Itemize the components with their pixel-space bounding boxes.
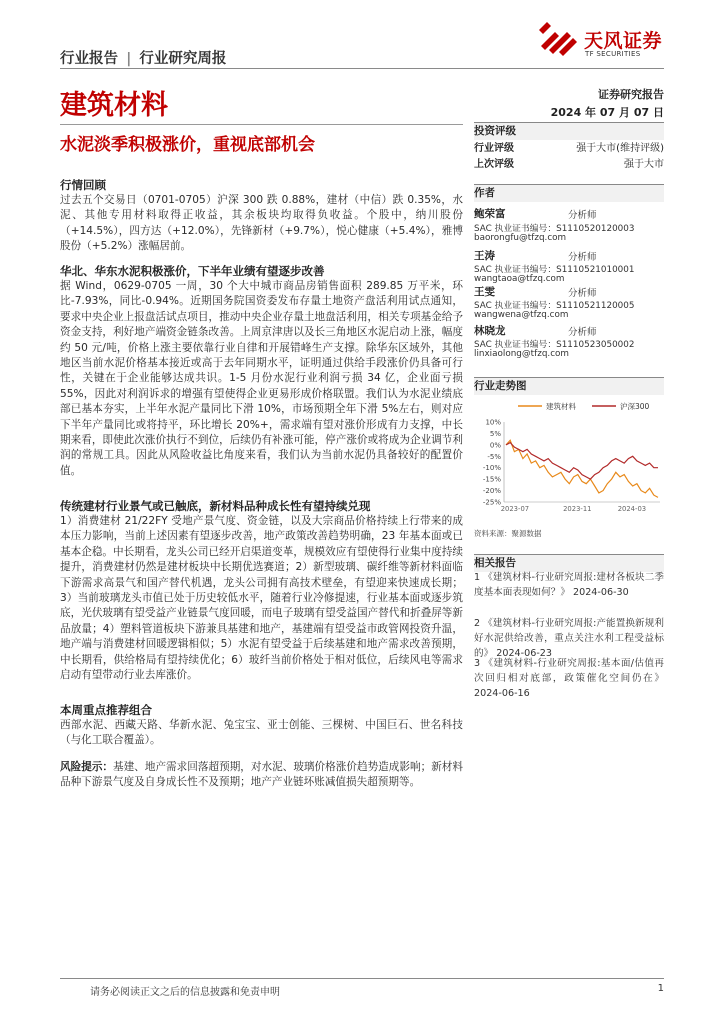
section-heading-review: 行情回顾 bbox=[60, 178, 106, 192]
section-heading-cement: 华北、华东水泥积极涨价，下半年业绩有望逐步改善 bbox=[60, 264, 325, 278]
x-tick-label: 2024-03 bbox=[617, 505, 647, 513]
section-body-cement: 据 Wind，0629-0705 一周，30 个大中城市商品房销售面积 289.85 万平米，环比-7.93%，同比-0.94%。近期国务院国资委发布存量土地资产盘活利用试点通知，要求中央企业上报盘活试点项目，推动中央企业存量土地盘活利用，相关专项基金给予资金支持，利好地产端资金链条改善。上周京津唐以及长三角地区水泥启动上涨，幅度约 50 元/吨，价格上涨主要依靠行业自律和开展错峰生产支撑。除华东区域外，其他地区当前水泥价格基本接近或高于去年同期水平，证明通过供给手段涨价仍具备可行性，关键在于企业能够达成共识。1-5 月份水泥行业利润亏损 34 亿，企业面亏损 55%，因此对利润诉求的增强有望使得企业更易形成价格联盟。我们认为水泥业绩底部已基本夯实，上半年水泥产量同比下滑 10%，市场预期全年下滑 5%左右，则对应下半年产量同比或将持平，环比增长 20%+，需求端有望对涨价形成有力支撑，中长期来看，即使此次涨价执行不到位，后续仍有补涨可能，停产涨价或将成为企业调节利润的常规工具。因此从风险收益比角度来看，我们认为当前水泥仍具备较好的配置价值。 bbox=[60, 280, 463, 477]
y-tick-label: -20% bbox=[482, 487, 501, 496]
author-email[interactable]: linxiaolong@tfzq.com bbox=[474, 349, 570, 359]
series-line bbox=[506, 440, 658, 497]
authors-section-heading: 作者 bbox=[474, 184, 664, 202]
author-email[interactable]: wangtaoa@tfzq.com bbox=[474, 274, 565, 284]
related-report-item[interactable]: 3 《建筑材料-行业研究周报:基本面/估值再次回归相对底部，政策催化空间仍在》 2024-06-16 bbox=[474, 658, 664, 700]
risk-heading: 风险提示： bbox=[60, 761, 114, 773]
author-cert: SAC 执业证书编号：S1110523050002 bbox=[474, 340, 635, 350]
y-tick-label: -15% bbox=[482, 475, 501, 484]
chart-source: 资料来源：聚源数据 bbox=[474, 529, 542, 538]
legend-label: 建筑材料 bbox=[546, 402, 576, 411]
author-role: 分析师 bbox=[568, 252, 597, 263]
y-tick-label: 5% bbox=[489, 429, 501, 438]
author-name: 鲍荣富 bbox=[474, 208, 506, 220]
report-date: 2024 年 07 月 07 日 bbox=[550, 106, 664, 119]
brand-english: TF SECURITIES bbox=[585, 50, 641, 58]
section-body-review: 过去五个交易日（0701-0705）沪深 300 跌 0.88%，建材（中信）跌 0.35%，水泥、其他专用材料取得正收益，其余板块均取得负收益。个股中，纳川股份（+14.5%），四方达（+12.0%），先锋新材（+9.7%），悦心健康（+5.4%），雅博股份（+5.2%）涨幅居前。 bbox=[60, 194, 463, 253]
author-cert: SAC 执业证书编号：S1110520120003 bbox=[474, 224, 635, 234]
y-tick-label: 0% bbox=[489, 441, 501, 450]
y-tick-label: -10% bbox=[482, 464, 501, 473]
author-name: 林晓龙 bbox=[474, 325, 506, 337]
rating-row-industry: 行业评级 强于大市(维持评级) bbox=[474, 143, 664, 154]
rating-row-previous: 上次评级 强于大市 bbox=[474, 159, 664, 170]
section-body-picks: 西部水泥、西藏天路、华新水泥、兔宝宝、亚士创能、三棵树、中国巨石、世名科技（与化工联合覆盖）。 bbox=[60, 719, 463, 747]
y-tick-label: 10% bbox=[485, 418, 501, 427]
author-role: 分析师 bbox=[568, 210, 597, 221]
related-report-item[interactable]: 1 《建筑材料-行业研究周报:建材各板块二季度基本面表现如何？》 2024-06-30 bbox=[474, 572, 664, 599]
author-role: 分析师 bbox=[568, 327, 597, 338]
related-report-item[interactable]: 2 《建筑材料-行业研究周报:产能置换新规利好水泥供给改善，重点关注水利工程受益标的》 2024-06-23 bbox=[474, 618, 664, 660]
header-divider bbox=[60, 68, 664, 69]
section-body-materials: 1）消费建材 21/22FY 受地产景气度、资金链，以及大宗商品价格持续上行带来的成本压力影响，当前上述因素有望逐步改善，地产政策改善趋势明确，23 年基本面或已基本企稳。中长期看，龙头公司已经开启渠道变革，规模效应有望使得行业集中度持续提升，消费建材仍然是建材板块中长期优选赛道；2）新型玻璃、碳纤维等新材料面临下游需求高景气和国产替代机遇，龙头公司拥有高技术壁垒，有望迎来快速成长期；3）当前玻璃龙头市值已处于历史较低水平，随着行业冷修提速，行业基本面或逐步筑底，光伏玻璃有望受益产业链景气度回暖，而电子玻璃有望受益国产替代和折叠屏等新品放量；4）塑料管道板块下游兼具基建和地产，基建端有望受益市政管网投资升温，地产端与消费建材回暖逻辑相似；5）水泥有望受益于后续基建和地产需求改善预期，中长期看，供给格局有望持续优化；6）玻纤当前价格处于相对低位，后续风电等需求启动有望带动行业去库涨价。 bbox=[60, 515, 463, 682]
footer-disclaimer: 请务必阅读正文之后的信息披露和免责申明 bbox=[90, 987, 280, 998]
author-email[interactable]: baorongfu@tfzq.com bbox=[474, 233, 567, 243]
author-name: 王涛 bbox=[474, 250, 495, 262]
author-cert: SAC 执业证书编号：S1110521120005 bbox=[474, 301, 635, 311]
y-tick-label: -5% bbox=[487, 452, 501, 461]
author-cert: SAC 执业证书编号：S1110521010001 bbox=[474, 265, 635, 275]
brand-name: 天风证券 bbox=[584, 30, 663, 52]
report-type-header: 行业报告 | 行业研究周报 bbox=[60, 51, 227, 67]
x-tick-label: 2023-11 bbox=[563, 505, 592, 513]
related-section-heading: 相关报告 bbox=[474, 554, 664, 572]
x-tick-label: 2023-07 bbox=[500, 505, 530, 513]
page-number: 1 bbox=[657, 983, 664, 994]
section-heading-picks: 本周重点推荐组合 bbox=[60, 703, 152, 717]
trend-section-heading: 行业走势图 bbox=[474, 377, 664, 395]
author-email[interactable]: wangwena@tfzq.com bbox=[474, 310, 569, 320]
y-tick-label: -25% bbox=[482, 498, 501, 507]
industry-title: 建筑材料 bbox=[60, 90, 168, 121]
legend-label: 沪深300 bbox=[620, 402, 650, 411]
headline: 水泥淡季积极涨价，重视底部机会 bbox=[60, 135, 315, 155]
title-divider bbox=[60, 124, 463, 125]
section-heading-materials: 传统建材行业景气或已触底，新材料品种成长性有望持续兑现 bbox=[60, 499, 371, 513]
report-label: 证券研究报告 bbox=[598, 88, 664, 101]
footer-divider bbox=[60, 978, 664, 979]
rating-section-heading: 投资评级 bbox=[474, 122, 664, 140]
author-name: 王雯 bbox=[474, 286, 495, 298]
series-line bbox=[506, 443, 658, 480]
trend-chart bbox=[474, 398, 664, 516]
section-body-risk: 风险提示：基建、地产需求回落超预期，对水泥、玻璃价格涨价趋势造成影响；新材料品种下游景气度及自身成长性不及预期；地产产业链坏账减值损失超预期等。 bbox=[60, 761, 464, 789]
author-role: 分析师 bbox=[568, 288, 597, 299]
